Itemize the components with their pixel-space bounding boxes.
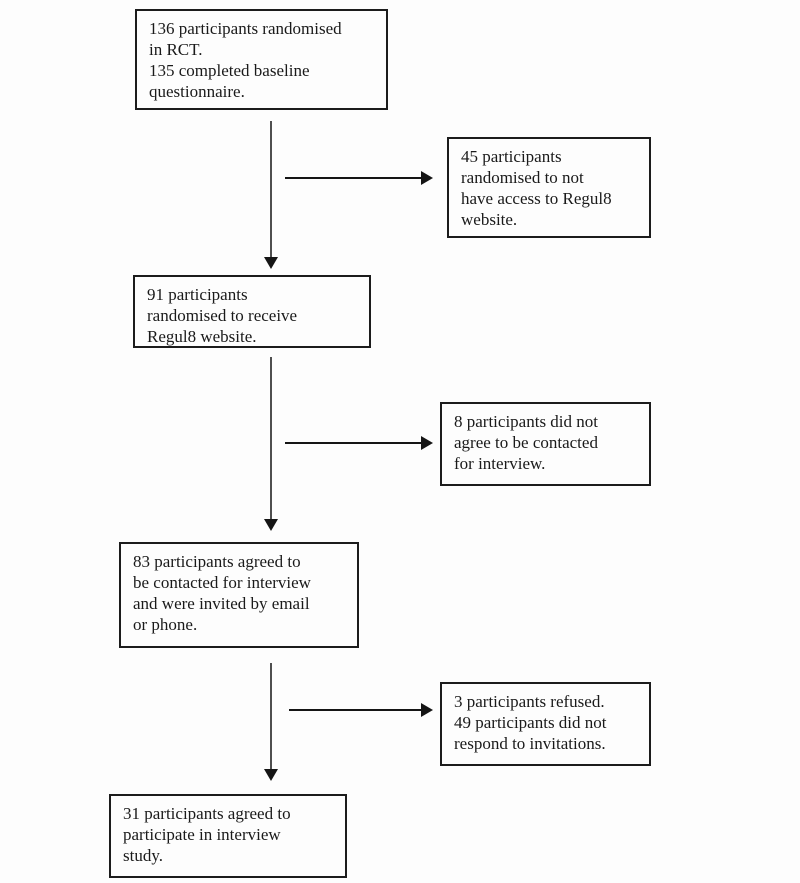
box-text-line: 135 completed baseline [149,61,310,80]
box-refused-no-response [440,682,651,766]
arrow-right-1 [285,171,433,185]
arrow-line [270,357,272,521]
box-text-line: 31 participants agreed to [123,804,291,823]
arrowhead-down-icon [264,519,278,531]
arrowhead-right-icon [421,436,433,450]
box-text-line: have access to Regul8 [461,189,612,208]
box-text-line: questionnaire. [149,82,245,101]
box-received-website [133,275,371,348]
box-text-line: 136 participants randomised [149,19,342,38]
box-text-line: or phone. [133,615,198,634]
arrowhead-down-icon [264,769,278,781]
arrowhead-down-icon [264,257,278,269]
arrow-right-2 [285,436,433,450]
box-randomised-rct [135,9,388,110]
box-text-line: 3 participants refused. [454,692,605,711]
box-text-line: respond to invitations. [454,734,606,753]
box-text-line: randomised to receive [147,306,298,325]
arrowhead-right-icon [421,703,433,717]
arrow-line [285,177,423,179]
box-text-line: 45 participants [461,147,562,166]
box-text-line: randomised to not [461,168,584,187]
box-text-line: and were invited by email [133,594,310,613]
box-text-line: website. [461,210,518,229]
box-text-line: 49 participants did not [454,713,607,732]
arrowhead-right-icon [421,171,433,185]
box-text-line: Regul8 website. [147,327,257,346]
arrow-line [289,709,423,711]
box-text-line: 91 participants [147,285,248,304]
box-text-line: in RCT. [149,40,203,59]
box-agreed-interview [109,794,347,878]
box-text-line: be contacted for interview [133,573,311,592]
box-no-access [447,137,651,238]
box-text-line: study. [123,846,163,865]
box-text-line: for interview. [454,454,546,473]
arrow-down-2 [264,357,278,531]
arrow-line [285,442,423,444]
arrow-line [270,121,272,259]
arrow-line [270,663,272,771]
arrow-down-1 [264,121,278,269]
arrow-down-3 [264,663,278,781]
box-text-line: 83 participants agreed to [133,552,301,571]
box-text-line: 8 participants did not [454,412,599,431]
arrow-right-3 [289,703,433,717]
box-not-agree-contact [440,402,651,486]
box-text-line: participate in interview [123,825,281,844]
box-text-line: agree to be contacted [454,433,598,452]
box-agreed-contact [119,542,359,648]
